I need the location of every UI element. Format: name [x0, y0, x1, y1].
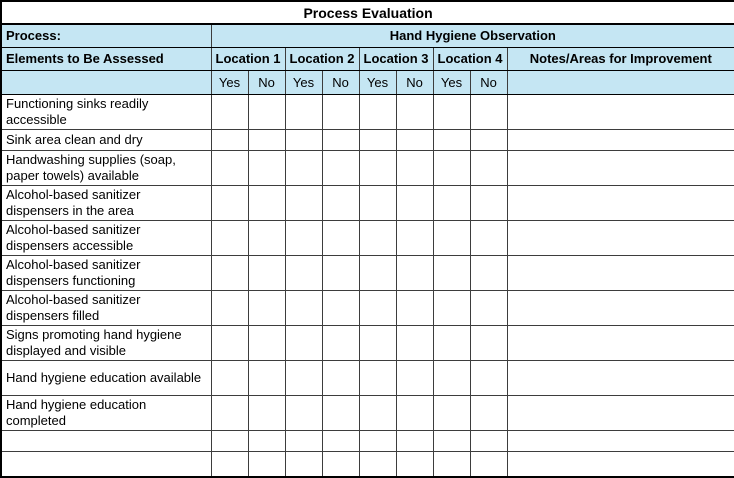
- location-4-yes-cell[interactable]: [433, 221, 470, 256]
- element-label-cell: Signs promoting hand hygiene displayed and visible: [1, 326, 211, 361]
- location-1-no-header: No: [248, 71, 285, 95]
- location-1-no-cell[interactable]: [248, 396, 285, 431]
- location-4-header: Location 4: [433, 48, 507, 71]
- location-3-yes-cell[interactable]: [359, 221, 396, 256]
- location-1-yes-cell[interactable]: [211, 291, 248, 326]
- location-4-no-cell[interactable]: [470, 151, 507, 186]
- element-label-cell: Sink area clean and dry: [1, 130, 211, 151]
- location-1-yes-cell[interactable]: [211, 186, 248, 221]
- table-row: [1, 452, 734, 477]
- location-1-no-cell[interactable]: [248, 431, 285, 452]
- location-1-yes-cell[interactable]: [211, 452, 248, 477]
- notes-cell[interactable]: [507, 291, 734, 326]
- yesno-row-notes-spacer-cell: [507, 71, 734, 95]
- element-label-cell: Handwashing supplies (soap, paper towels) available: [1, 151, 211, 186]
- table-row: [1, 151, 734, 186]
- location-3-yes-cell[interactable]: [359, 326, 396, 361]
- location-4-no-cell[interactable]: [470, 431, 507, 452]
- location-1-no-cell[interactable]: [248, 291, 285, 326]
- location-3-yes-cell[interactable]: [359, 130, 396, 151]
- location-3-no-cell[interactable]: [396, 151, 433, 186]
- location-1-no-cell[interactable]: [248, 452, 285, 477]
- location-3-no-cell[interactable]: [396, 95, 433, 130]
- table-row: [1, 221, 734, 256]
- location-3-no-cell[interactable]: [396, 291, 433, 326]
- location-3-header: Location 3: [359, 48, 433, 71]
- location-1-no-cell[interactable]: [248, 221, 285, 256]
- element-label-cell: Hand hygiene education available: [1, 361, 211, 396]
- location-1-no-cell[interactable]: [248, 256, 285, 291]
- table-body: [1, 95, 734, 477]
- location-3-yes-cell[interactable]: [359, 396, 396, 431]
- location-2-no-cell[interactable]: [322, 361, 359, 396]
- location-3-no-header: No: [396, 71, 433, 95]
- table-header-block: [1, 1, 734, 95]
- location-1-yes-cell[interactable]: [211, 256, 248, 291]
- table-row: [1, 396, 734, 431]
- notes-cell[interactable]: [507, 326, 734, 361]
- location-1-yes-cell[interactable]: [211, 95, 248, 130]
- location-2-yes-cell[interactable]: [285, 221, 322, 256]
- table-row: [1, 291, 734, 326]
- location-1-yes-cell[interactable]: [211, 130, 248, 151]
- location-1-yes-cell[interactable]: [211, 396, 248, 431]
- table-row: [1, 186, 734, 221]
- location-4-no-cell[interactable]: [470, 256, 507, 291]
- location-3-yes-header: Yes: [359, 71, 396, 95]
- location-3-yes-cell[interactable]: [359, 452, 396, 477]
- location-1-no-cell[interactable]: [248, 130, 285, 151]
- element-label-cell: Alcohol-based sanitizer dispensers accessible: [1, 221, 211, 256]
- location-4-yes-cell[interactable]: [433, 326, 470, 361]
- notes-cell[interactable]: [507, 151, 734, 186]
- element-label-cell: Hand hygiene education completed: [1, 396, 211, 431]
- location-4-no-cell[interactable]: [470, 326, 507, 361]
- notes-column-header: Notes/Areas for Improvement: [507, 48, 734, 71]
- element-label-cell: Alcohol-based sanitizer dispensers in the area: [1, 186, 211, 221]
- location-2-no-cell[interactable]: [322, 396, 359, 431]
- location-2-header: Location 2: [285, 48, 359, 71]
- notes-cell[interactable]: [507, 221, 734, 256]
- process-label-cell: Process:: [1, 24, 211, 48]
- location-2-yes-cell[interactable]: [285, 256, 322, 291]
- location-4-no-cell[interactable]: [470, 396, 507, 431]
- element-label-cell: Alcohol-based sanitizer dispensers functioning: [1, 256, 211, 291]
- location-2-no-cell[interactable]: [322, 95, 359, 130]
- location-4-no-cell[interactable]: [470, 130, 507, 151]
- location-1-yes-cell[interactable]: [211, 221, 248, 256]
- location-1-header: Location 1: [211, 48, 285, 71]
- location-2-yes-cell[interactable]: [285, 452, 322, 477]
- location-2-yes-cell[interactable]: [285, 361, 322, 396]
- location-2-yes-cell[interactable]: [285, 326, 322, 361]
- notes-cell[interactable]: [507, 396, 734, 431]
- location-3-no-cell[interactable]: [396, 452, 433, 477]
- location-4-no-cell[interactable]: [470, 221, 507, 256]
- notes-cell[interactable]: [507, 452, 734, 477]
- location-2-no-cell[interactable]: [322, 291, 359, 326]
- location-2-yes-cell[interactable]: [285, 151, 322, 186]
- elements-column-header: Elements to Be Assessed: [1, 48, 211, 71]
- location-1-no-cell[interactable]: [248, 361, 285, 396]
- element-label-cell: [1, 452, 211, 477]
- location-3-yes-cell[interactable]: [359, 151, 396, 186]
- location-2-no-cell[interactable]: [322, 186, 359, 221]
- location-4-no-header: No: [470, 71, 507, 95]
- form-title: Process Evaluation: [1, 1, 734, 24]
- location-4-yes-cell[interactable]: [433, 256, 470, 291]
- location-1-yes-cell[interactable]: [211, 361, 248, 396]
- location-1-no-cell[interactable]: [248, 186, 285, 221]
- location-1-yes-cell[interactable]: [211, 431, 248, 452]
- location-2-yes-cell[interactable]: [285, 186, 322, 221]
- element-label-cell: Alcohol-based sanitizer dispensers filled: [1, 291, 211, 326]
- location-4-yes-cell[interactable]: [433, 186, 470, 221]
- location-4-yes-cell[interactable]: [433, 151, 470, 186]
- location-3-no-cell[interactable]: [396, 221, 433, 256]
- location-3-no-cell[interactable]: [396, 256, 433, 291]
- location-4-no-cell[interactable]: [470, 186, 507, 221]
- location-3-no-cell[interactable]: [396, 431, 433, 452]
- location-3-no-cell[interactable]: [396, 326, 433, 361]
- location-4-yes-cell[interactable]: [433, 431, 470, 452]
- location-3-no-cell[interactable]: [396, 186, 433, 221]
- notes-cell[interactable]: [507, 186, 734, 221]
- location-3-no-cell[interactable]: [396, 361, 433, 396]
- location-4-yes-cell[interactable]: [433, 291, 470, 326]
- location-2-yes-header: Yes: [285, 71, 322, 95]
- location-2-yes-cell[interactable]: [285, 95, 322, 130]
- location-2-no-cell[interactable]: [322, 326, 359, 361]
- location-3-no-cell[interactable]: [396, 396, 433, 431]
- location-4-no-cell[interactable]: [470, 452, 507, 477]
- location-4-no-cell[interactable]: [470, 361, 507, 396]
- element-label-cell: Functioning sinks readily accessible: [1, 95, 211, 130]
- location-1-no-cell[interactable]: [248, 95, 285, 130]
- location-2-no-cell[interactable]: [322, 256, 359, 291]
- location-2-no-cell[interactable]: [322, 151, 359, 186]
- location-2-yes-cell[interactable]: [285, 396, 322, 431]
- location-1-yes-header: Yes: [211, 71, 248, 95]
- notes-cell[interactable]: [507, 256, 734, 291]
- table-row: [1, 256, 734, 291]
- location-4-yes-cell[interactable]: [433, 95, 470, 130]
- location-2-yes-cell[interactable]: [285, 431, 322, 452]
- location-3-no-cell[interactable]: [396, 130, 433, 151]
- location-3-yes-cell[interactable]: [359, 291, 396, 326]
- location-3-yes-cell[interactable]: [359, 95, 396, 130]
- location-4-yes-header: Yes: [433, 71, 470, 95]
- element-label-cell: [1, 431, 211, 452]
- location-2-no-cell[interactable]: [322, 452, 359, 477]
- location-1-yes-cell[interactable]: [211, 151, 248, 186]
- location-4-yes-cell[interactable]: [433, 452, 470, 477]
- notes-cell[interactable]: [507, 361, 734, 396]
- location-2-yes-cell[interactable]: [285, 130, 322, 151]
- notes-cell[interactable]: [507, 431, 734, 452]
- location-2-no-cell[interactable]: [322, 431, 359, 452]
- location-4-yes-cell[interactable]: [433, 130, 470, 151]
- location-2-yes-cell[interactable]: [285, 291, 322, 326]
- location-3-yes-cell[interactable]: [359, 186, 396, 221]
- location-1-no-cell[interactable]: [248, 326, 285, 361]
- table-row: [1, 326, 734, 361]
- location-2-no-header: No: [322, 71, 359, 95]
- location-2-no-cell[interactable]: [322, 221, 359, 256]
- location-4-no-cell[interactable]: [470, 291, 507, 326]
- location-2-no-cell[interactable]: [322, 130, 359, 151]
- location-3-yes-cell[interactable]: [359, 431, 396, 452]
- notes-cell[interactable]: [507, 95, 734, 130]
- location-4-yes-cell[interactable]: [433, 361, 470, 396]
- yesno-row-spacer-cell: [1, 71, 211, 95]
- location-4-no-cell[interactable]: [470, 95, 507, 130]
- observation-title-cell: Hand Hygiene Observation: [211, 24, 734, 48]
- table-row: [1, 95, 734, 130]
- table-row: [1, 431, 734, 452]
- location-3-yes-cell[interactable]: [359, 256, 396, 291]
- table-row: [1, 361, 734, 396]
- location-3-yes-cell[interactable]: [359, 361, 396, 396]
- location-1-yes-cell[interactable]: [211, 326, 248, 361]
- location-4-yes-cell[interactable]: [433, 396, 470, 431]
- notes-cell[interactable]: [507, 130, 734, 151]
- table-row: [1, 130, 734, 151]
- location-1-no-cell[interactable]: [248, 151, 285, 186]
